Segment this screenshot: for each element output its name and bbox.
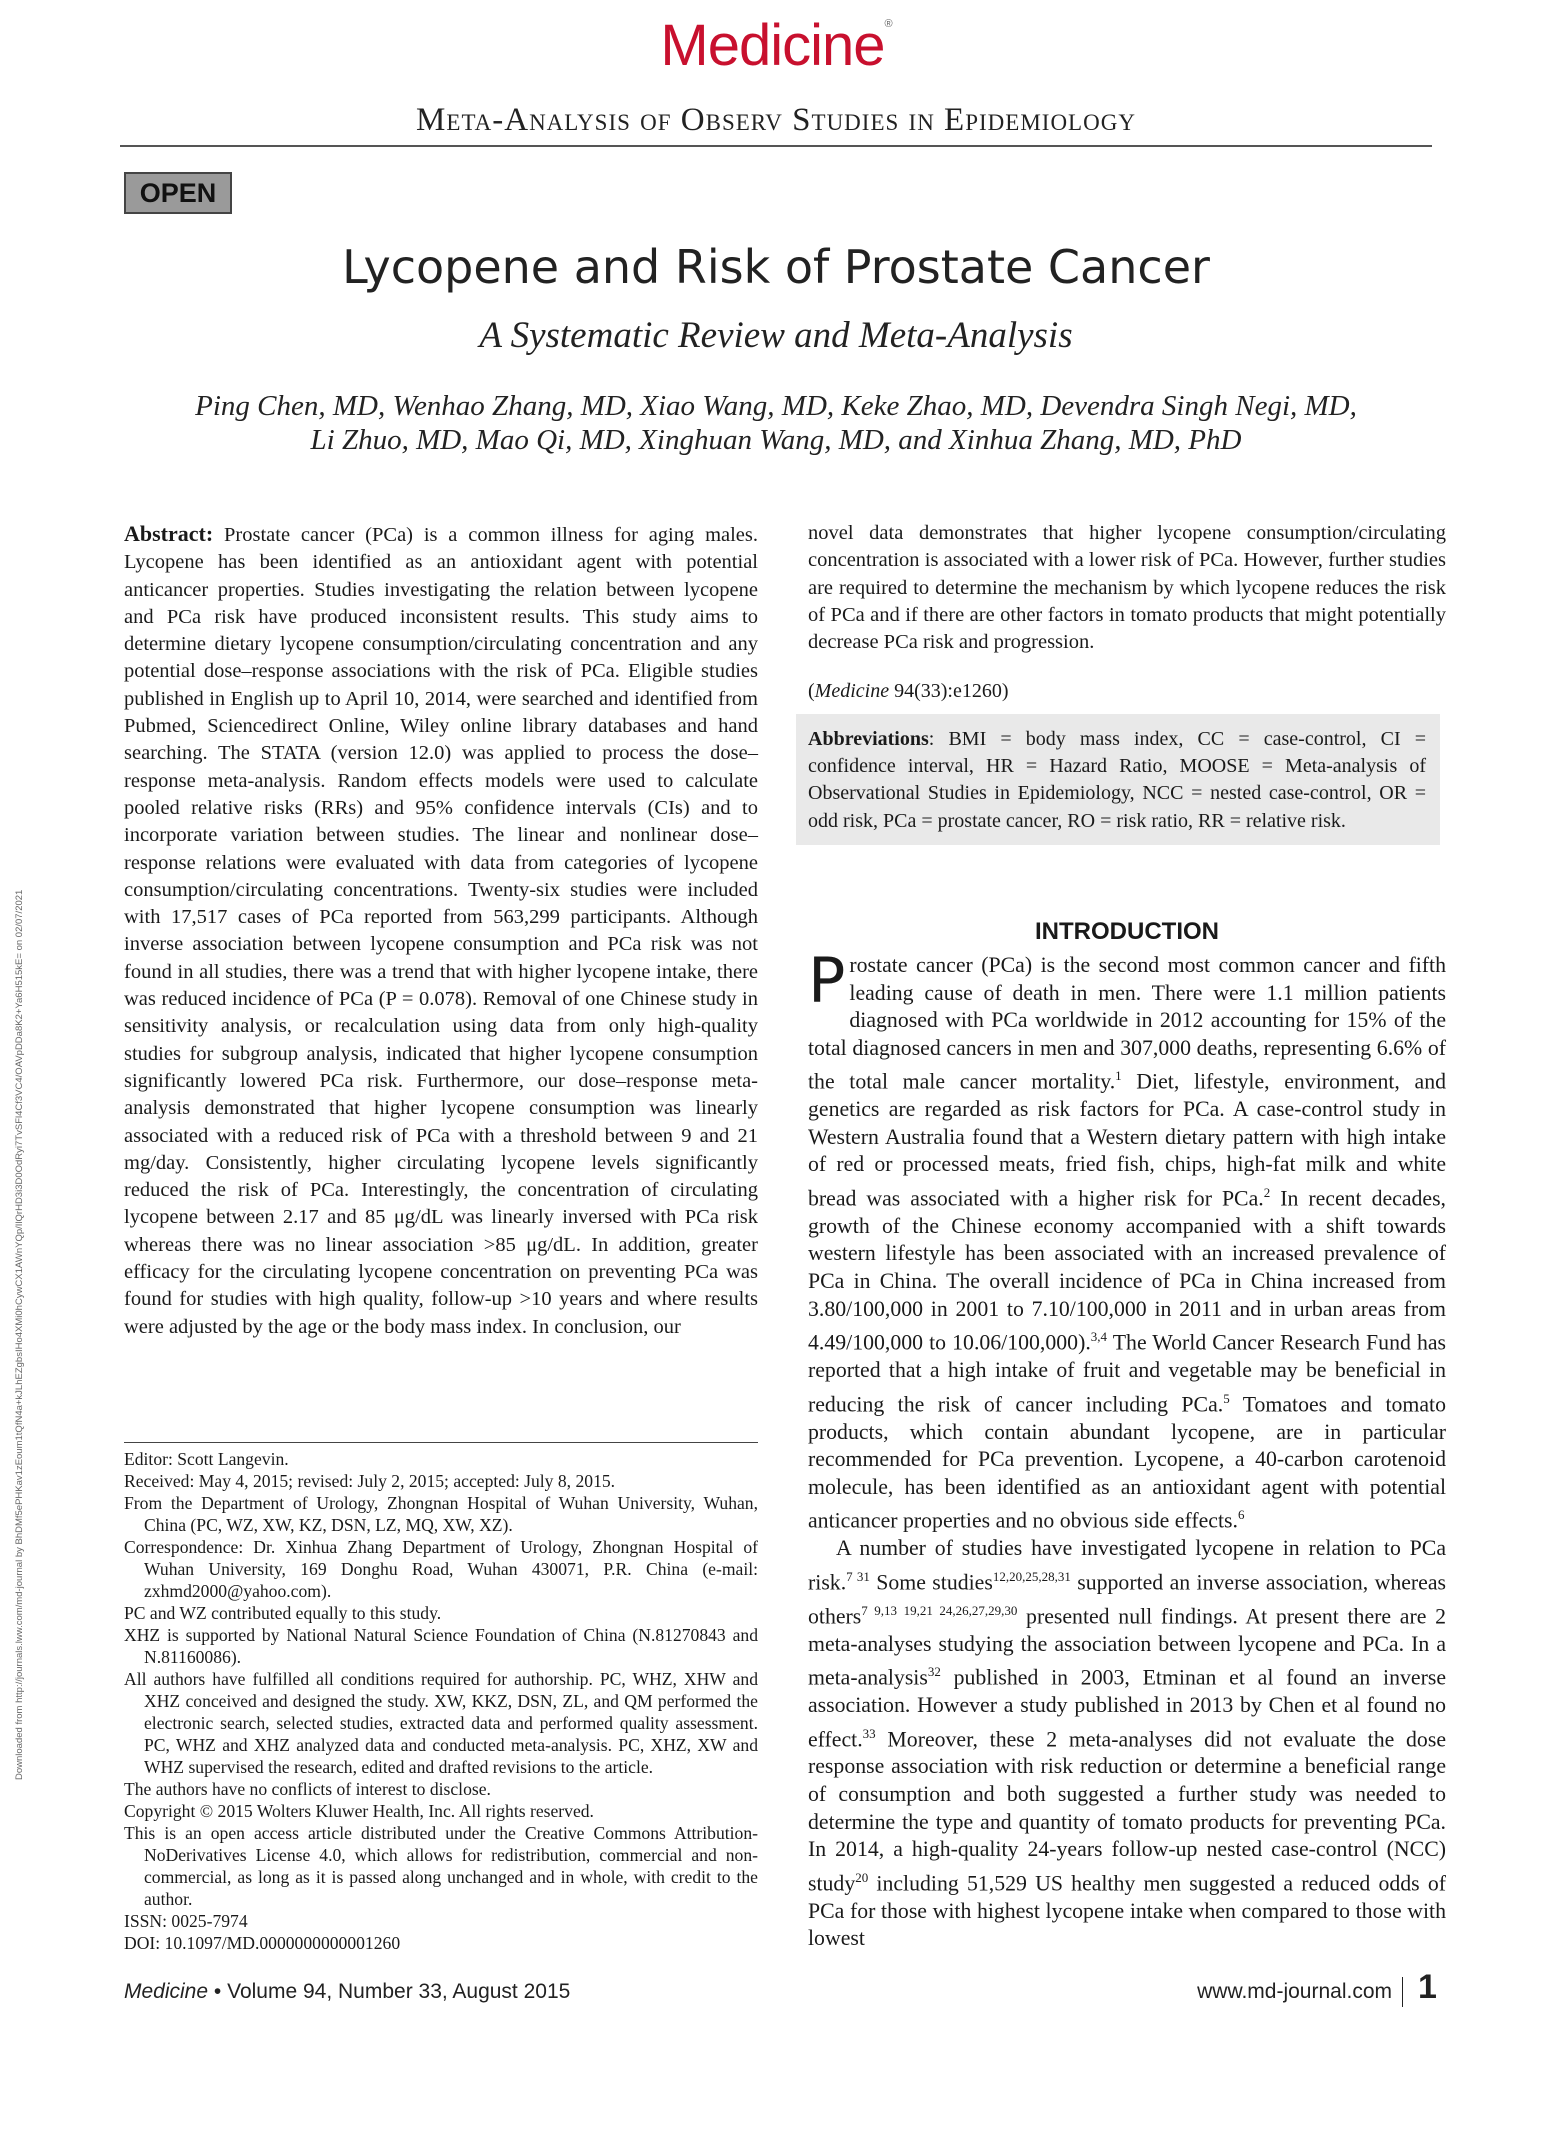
header-rule bbox=[120, 145, 1432, 147]
note-equal-contribution: PC and WZ contributed equally to this study. bbox=[124, 1603, 442, 1623]
footer-issue: Medicine • Volume 94, Number 33, August 2015 bbox=[124, 1980, 571, 2003]
footer-url[interactable]: www.md-journal.com bbox=[1197, 1980, 1392, 2003]
introduction-body bbox=[808, 944, 1446, 1953]
note-license: This is an open access article distributed under the Creative Commons Attribution-NoDerivatives License 4.0, which allows for redistribution, commercial and non-commercial, as long as it is passed along unchanged and in whole, with credit to the author. bbox=[124, 1823, 758, 1909]
citation: (Medicine 94(33):e1260) bbox=[808, 680, 1009, 702]
note-correspondence: Correspondence: Dr. Xinhua Zhang Department of Urology, Zhongnan Hospital of Wuhan University, 169 Donghu Road, Wuhan 430071, P.R. China (e-mail: zxhmd2000@yahoo.com). bbox=[124, 1537, 758, 1601]
abstract bbox=[124, 520, 758, 1341]
section-header: Meta-Analysis of Observ Studies in Epidemiology bbox=[416, 102, 1136, 138]
note-copyright: Copyright © 2015 Wolters Kluwer Health, Inc. All rights reserved. bbox=[124, 1801, 594, 1821]
open-access-badge: OPEN bbox=[124, 172, 232, 214]
article-subtitle: A Systematic Review and Meta-Analysis bbox=[479, 315, 1073, 356]
footer-divider bbox=[1402, 1977, 1403, 2007]
introduction-heading: INTRODUCTION bbox=[1035, 918, 1219, 945]
article-title: Lycopene and Risk of Prostate Cancer bbox=[342, 240, 1210, 294]
abstract-continuation: novel data demonstrates that higher lycopene consumption/circulating concentration is associated with a lower risk of PCa. However, further studies are required to determine the mechanism by which lycopene reduces the risk of PCa and if there are other factors in tomato products that might potentially decrease PCa risk and progression. bbox=[808, 522, 1446, 654]
note-doi: DOI: 10.1097/MD.0000000000001260 bbox=[124, 1933, 401, 1953]
introduction-paragraph-2: A number of studies have investigated lycopene in relation to PCa risk.$^{7 31}$ Some studies$^{12,20,25,28,31}$ supported an inverse association, whereas others$^{7 9,13 19,21 24,26,27,29,30}$ presented null findings. At present there are 2 meta-analyses studying the association between lycopene and PCa. In a meta-analysis$^{32}$ published in 2003, Etminan et al found an inverse association. However a study published in 2013 by Chen et al found no effect.$^{33}$ Moreover, these 2 meta-analyses did not evaluate the dose response association with risk reduction or determine a beneficial range of consumption and both suggested a further study was needed to determine the type and quantity of tomato products for preventing PCa. In 2014, a high-quality 24-years follow-up nested case-control (NCC) study$^{20}$ including 51,529 US healthy men suggested a reduced odds of PCa for those with highest lycopene intake when compared to those with lowest bbox=[808, 1536, 1446, 1951]
drop-cap: P bbox=[808, 944, 846, 1017]
note-affiliation: From the Department of Urology, Zhongnan Hospital of Wuhan University, Wuhan, China (PC, WZ, XW, KZ, DSN, LZ, MQ, XW, XZ). bbox=[124, 1493, 758, 1535]
note-received: Received: May 4, 2015; revised: July 2, 2015; accepted: July 8, 2015. bbox=[124, 1471, 616, 1491]
journal-logo: Medicine® bbox=[660, 13, 892, 78]
note-funding: XHZ is supported by National Natural Science Foundation of China (N.81270843 and N.81160086). bbox=[124, 1625, 758, 1667]
article-notes bbox=[124, 1448, 758, 1954]
abbreviations-label: Abbreviations bbox=[808, 728, 929, 750]
page-number: 1 bbox=[1418, 1968, 1437, 2006]
abbreviations-box bbox=[796, 714, 1440, 845]
abstract-text: Prostate cancer (PCa) is a common illness for aging males. Lycopene has been identified as an antioxidant agent with potential anticancer properties. Studies investigating the relation between lycopene and PCa risk have produced inconsistent results. This study aims to determine dietary lycopene consumption/circulating concentration and any potential dose–response associations with the risk of PCa. Eligible studies published in English up to April 10, 2014, were searched and identified from Pubmed, Sciencedirect Online, Wiley online library databases and hand searching. The STATA (version 12.0) was applied to process the dose–response meta-analysis. Random effects models were used to calculate pooled relative risks (RRs) and 95% confidence intervals (CIs) and to incorporate variation between studies. The linear and nonlinear dose–response relations were evaluated with data from categories of lycopene consumption/circulating concentrations. Twenty-six studies were included with 17,517 cases of PCa reported from 563,299 participants. Although inverse association between lycopene consumption and PCa risk was not found in all studies, there was a trend that with higher lycopene intake, there was reduced incidence of PCa (P = 0.078). Removal of one Chinese study in sensitivity analysis, or recalculation using data from only high-quality studies for subgroup analysis, indicated that higher lycopene consumption significantly lowered PCa risk. Furthermore, our dose–response meta-analysis demonstrated that higher lycopene consumption was linearly associated with a reduced risk of PCa with a threshold between 9 and 21 mg/day. Consistently, higher circulating lycopene levels significantly reduced the risk of PCa. Interestingly, the concentration of circulating lycopene between 2.17 and 85 μg/dL was linearly inversed with PCa risk whereas there was no linear association >85 μg/dL. In addition, greater efficacy for the circulating lycopene concentration on preventing PCa was found for studies with high quality, follow-up >10 years and where results were adjusted by the age or the body mass index. In conclusion, our bbox=[124, 524, 759, 1338]
abstract-label: Abstract: bbox=[124, 521, 214, 546]
author-list-line-2: Li Zhuo, MD, Mao Qi, MD, Xinghuan Wang, MD, and Xinhua Zhang, MD, PhD bbox=[310, 424, 1242, 456]
author-list-line-1: Ping Chen, MD, Wenhao Zhang, MD, Xiao Wang, MD, Keke Zhao, MD, Devendra Singh Negi, MD, bbox=[195, 390, 1357, 422]
note-editor: Editor: Scott Langevin. bbox=[124, 1449, 289, 1469]
note-conflicts: The authors have no conflicts of interest to disclose. bbox=[124, 1779, 491, 1799]
download-watermark: Downloaded from http://journals.lww.com/md-journal by BhDMf5ePHKav1zEoum1tQfN4a+kJLhEZgbsIHo4XMi0hCywCX1AWnYQp/IlQrHD3i3D0OdRyi7TvSFl4Cf3VC4/OAVpDDa8K2+Ya6H515kE= on 02/07/2021 bbox=[14, 889, 25, 1780]
note-issn: ISSN: 0025-7974 bbox=[124, 1911, 248, 1931]
introduction-paragraph-1: Prostate cancer (PCa) is the second most common cancer and fifth leading cause of death in men. There were 1.1 million patients diagnosed with PCa worldwide in 2012 accounting for 15% of the total diagnosed cancers in men and 307,000 deaths, representing 6.6% of the total male cancer mortality.$^1$ Diet, lifestyle, environment, and genetics are regarded as risk factors for PCa. A case-control study in Western Australia found that a Western dietary pattern with high intake of red or processed meats, fried fish, chips, high-fat milk and white bread was associated with a higher risk for PCa.$^2$ In recent decades, growth of the Chinese economy accompanied with a shift towards western lifestyle has been associated with an increased prevalence of PCa in China. The overall incidence of PCa in China increased from 3.80/100,000 in 2001 to 7.10/100,000 in 2011 and in urban areas from 4.49/100,000 to 10.06/100,000).$^{3,4}$ The World Cancer Research Fund has reported that a high intake of fruit and vegetable may be beneficial in reducing the risk of cancer including PCa.$^5$ Tomatoes and tomato products, which contain abundant lycopene, are in particular recommended for PCa prevention. Lycopene, a 40-carbon carotenoid molecule, has been identified as an antioxidant agent with potential anticancer properties and no obvious side effects.$^6$ bbox=[808, 944, 1446, 1533]
note-authorship: All authors have fulfilled all conditions required for authorship. PC, WHZ, XHW and XHZ conceived and designed the study. XW, KKZ, DSN, ZL, and QM performed the electronic search, selected studies, extracted data and performed quality assessment. PC, WHZ and XHZ analyzed data and conducted meta-analysis. PC, XHZ, XW and WHZ supervised the research, edited and drafted revisions to the article. bbox=[124, 1669, 758, 1777]
abbreviations-text: : BMI = body mass index, CC = case-control, CI = confidence interval, HR = Hazard Ratio, MOOSE = Meta-analysis of Observational Studies in Epidemiology, NCC = nested case-control, OR = odd risk, PCa = prostate cancer, RO = risk ratio, RR = relative risk. bbox=[808, 728, 1426, 832]
notes-divider bbox=[124, 1442, 758, 1443]
